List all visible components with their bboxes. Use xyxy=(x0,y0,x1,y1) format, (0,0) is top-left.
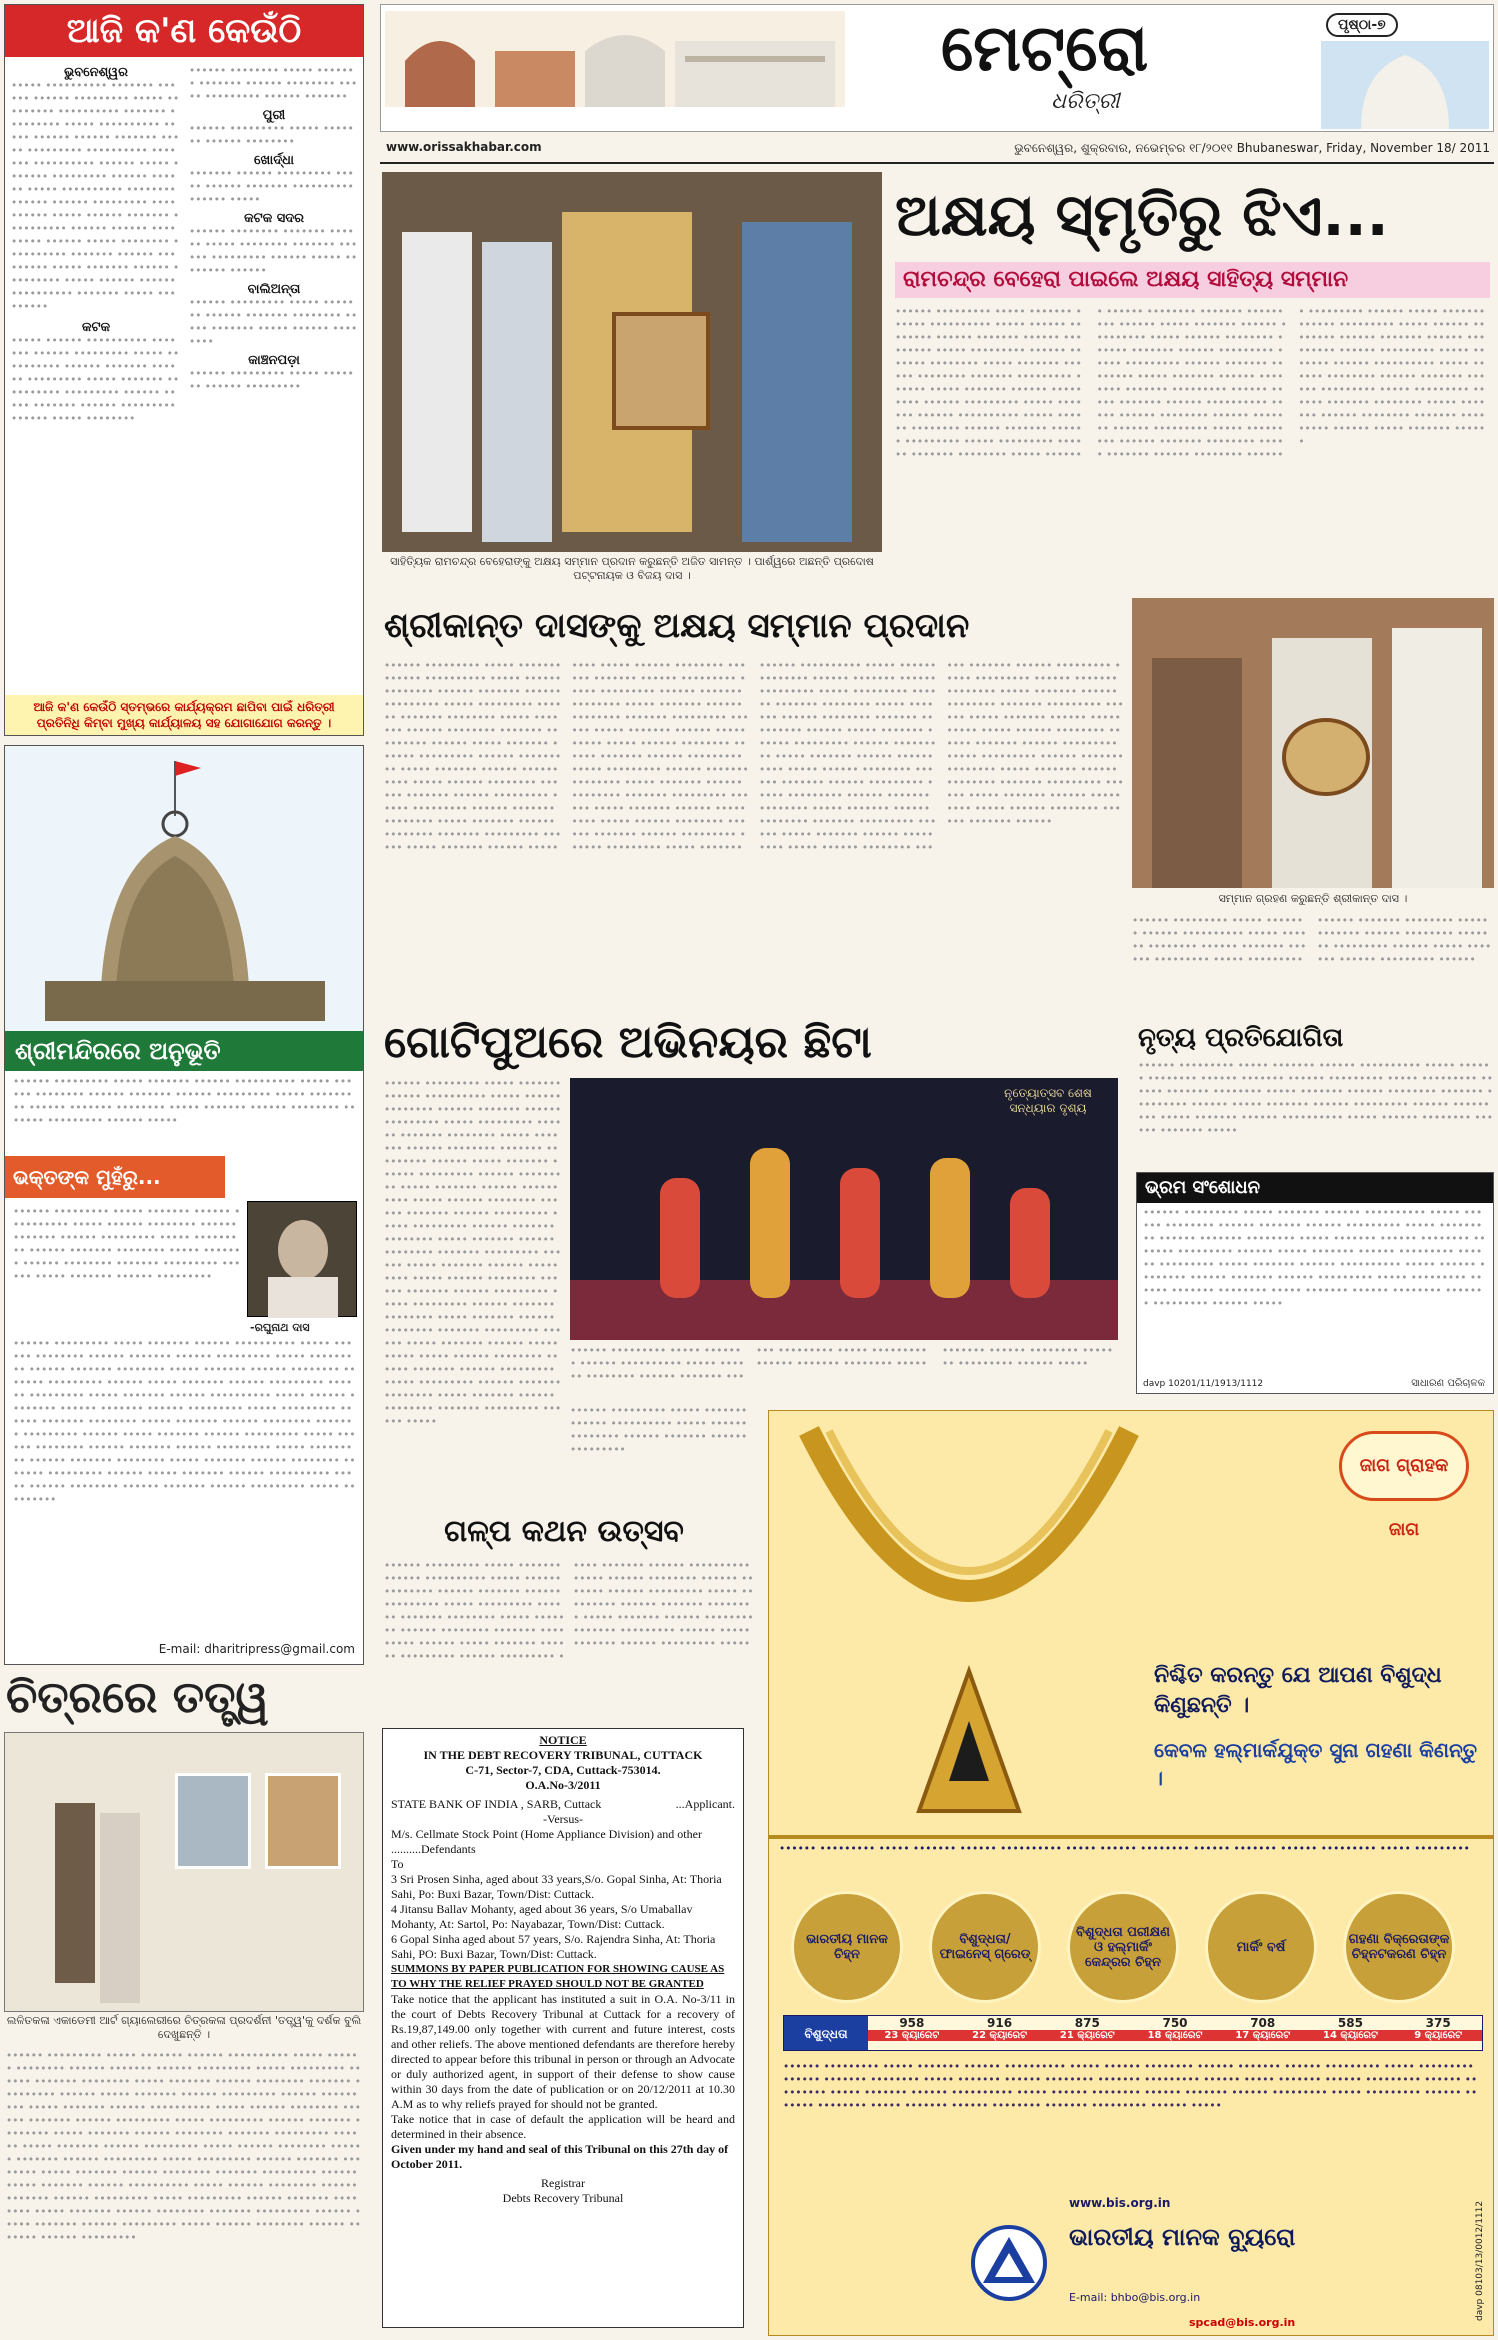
notice-case: O.A.No-3/2011 xyxy=(525,1778,601,1792)
carat-23: 23 କ୍ୟାରେଟ xyxy=(868,2030,956,2041)
rule xyxy=(380,162,1494,164)
legal-notice xyxy=(382,1728,744,2328)
purity-958: 958 xyxy=(899,2016,925,2030)
ad-line-1: ନିଶ୍ଚିତ କରନ୍ତୁ ଯେ ଆପଣ ବିଶୁଦ୍ଧ କିଣୁଛନ୍ତି । xyxy=(1154,1663,1442,1718)
notice-defendant-3: 3 Sri Prosen Sinha, aged about 33 years,S/o. Gopal Sinha, At: Thoria Sahi, Po: Buxi Bazar, Town/Dist: Cuttack. xyxy=(391,1872,722,1901)
masthead-title: ମେଟ୍ରୋ xyxy=(941,11,1149,86)
notice-defendant-6: 6 Gopal Sinha aged about 57 years, S/o. Rajendra Sinha, At: Thoria Sahi, PO: Buxi Bazar, Town/Dist: Cuttack. xyxy=(391,1932,716,1961)
page-number-badge: ପୃଷ୍ଠା-୭ xyxy=(1326,13,1398,37)
purity-875: 875 xyxy=(1074,2016,1100,2030)
calendar-title: ଆଜି କ'ଣ କେଉଁଠି xyxy=(5,5,363,57)
notice-applicant: STATE BANK OF INDIA , SARB, Cuttack xyxy=(391,1797,602,1811)
bhakta-banner: ଭକ୍ତଙ୍କ ମୁହଁରୁ... xyxy=(5,1156,225,1198)
hallmark-ad: ଜାଗ ଗ୍ରାହକ ଜାଗ ନିଶ୍ଚିତ କରନ୍ତୁ ଯେ ଆପଣ ବିଶୁଦ୍ଧ କିଣୁଛନ୍ତି । କେବଳ ହଲ୍‌ମାର୍କଯୁକ୍ତ ସୁନା ଗହଣା କିଣନ୍ତୁ । •••••• ••••••••• ••••• ••••••• •••••• •••••••••• ••••• •••••• •••••••• •••••• ••••••• •••••• ••••••••• ••••• ••••••••• ଭାରତୀୟ ମାନକ ଚିହ୍ନ ବିଶୁଦ୍ଧତା/ ଫାଇନେସ୍ ଗ୍ରେଡ୍ ବିଶୁଦ୍ଧତା ପରୀକ୍ଷଣ ଓ ହଲ୍‌ମାର୍କିଂ କେନ୍ଦ୍ରର ଚିହ୍ନ ମାର୍କିଂ ବର୍ଷ ଗହଣା ବିକ୍ରେତାଙ୍କ ଚିହ୍ନଟକରଣ ଚିହ୍ନ ବିଶୁଦ୍ଧତା 958 23 କ୍ୟାରେଟ 916 22 କ୍ୟାରେଟ 875 21 କ୍ୟାରେଟ 750 18 କ୍ୟାରେଟ 708 17 କ୍ୟାରେଟ 585 14 କ୍ୟାରେଟ 375 9 କ୍ୟାରେଟ •••••• ••••••••• ••••• ••••••• •••••• •••••••••• ••••• •••••• •••••••• •••••• ••••••• •••••• ••••••••• ••••• ••••••••• •••••• ••••••• •••••••• ••••• ••••••• •••••• •••••••• ••••••• ••••••••• •••••• ••••• ••••••• •••••• ••••••••• •••••• ••••••••• ••••• ••••••• •••••• •••••••••• ••••• •••••• •••••••• •••••• ••••••• •••••• ••••••••• ••••• ••••••••• •••••• ••••••• •••••••• ••••• ••••••• •••••• •••••••• ••••••• ••••••••• •••••• ••••• www.bis.org.in ଭାରତୀୟ ମାନକ ବ୍ୟୁରୋ E-mail: bhbo@bis.org.in spcad@bis.org.in davp 08103/13/0012/1112 xyxy=(768,1410,1494,2336)
hallmark-circle-purity: ବିଶୁଦ୍ଧତା/ ଫାଇନେସ୍ ଗ୍ରେଡ୍ xyxy=(929,1891,1041,2003)
bis-logo-icon xyxy=(969,2223,1049,2303)
story1-headline: ଅକ୍ଷୟ ସ୍ମୃତିରୁ ଝିଏ... xyxy=(895,181,1389,249)
bhrama-davp: davp 10201/11/1913/1112 xyxy=(1143,1379,1264,1389)
notice-address: C-71, Sector-7, CDA, Cuttack-753014. xyxy=(465,1763,661,1777)
masthead-subtitle: ଧରିତ୍ରୀ xyxy=(1051,89,1120,114)
bhrama-sign: ସାଧାରଣ ପରିଚାଳକ xyxy=(1411,1378,1485,1389)
carat-22: 22 କ୍ୟାରେଟ xyxy=(956,2030,1044,2041)
calendar-section-puri: ପୁରୀ xyxy=(262,108,286,123)
notice-title: NOTICE xyxy=(539,1733,587,1747)
ad-email[interactable]: E-mail: bhbo@bis.org.in xyxy=(1069,2291,1201,2304)
notice-summons: SUMMONS BY PAPER PUBLICATION FOR SHOWING CAUSE AS TO WHY THE RELIEF PRAYED SHOULD NOT BE GRANTED xyxy=(391,1963,725,1990)
calendar-text: ••••• •••••••••• ••••••• •••••• •••••• ••••••••• ••••• ••••••••• •••••••••• ••••••• ••••••••• ••••• •••••••••• ••••• •••••• •••••• ••••••• ••••• ••••••••• •••••••••• ••••••• •••••••••• •••••• ••••• ••••••• ••••••••• •••••• •••••• ••••• •••••••••• •••••••• •••••• •••••• ••••••••• •••••••••• ••••• •••••• ••••••• •••••••••• •••••• •••••• ••••••••• •••••• ••••• •••••••• •••••••••• ••••••• •••••• ••••••••• ••••• ••••••• •••••• ••••••••• ••••• •••••• •••••• •••••••••• ••••••• ••••• ••••••••• xyxy=(11,80,180,313)
masthead-temple-right xyxy=(1321,41,1489,129)
ad-website[interactable]: www.bis.org.in xyxy=(1069,2196,1171,2210)
chitra-photo xyxy=(4,1732,364,2012)
ad-spcad[interactable]: spcad@bis.org.in xyxy=(1189,2316,1296,2329)
notice-applicant-role: ...Applicant. xyxy=(675,1797,735,1811)
hallmark-circle-bis: ଭାରତୀୟ ମାନକ ଚିହ୍ନ xyxy=(791,1891,903,2003)
notice-registrar: Registrar xyxy=(541,2176,585,2190)
notice-court: IN THE DEBT RECOVERY TRIBUNAL, CUTTACK xyxy=(423,1748,703,1762)
jaga-grahak-badge: ଜାଗ ଗ୍ରାହକ ଜାଗ xyxy=(1339,1431,1469,1501)
notice-body-2: Take notice that in case of default the application will be heard and determined in their absence. xyxy=(391,2112,735,2141)
temple-banner: ଶ୍ରୀମନ୍ଦିରରେ ଅନୁଭୂତି xyxy=(5,1031,363,1071)
carat-9: 9 କ୍ୟାରେଟ xyxy=(1394,2030,1482,2041)
chitra-headline: ଚିତ୍ରରେ ତତ୍ତ୍ୱ xyxy=(6,1672,269,1723)
purity-label: ବିଶୁଦ୍ଧତା xyxy=(784,2016,868,2050)
galpa-headline: ଗଳ୍ପ କଥନ ଉତ୍ସବ xyxy=(444,1514,684,1549)
carat-18: 18 କ୍ୟାରେଟ xyxy=(1131,2030,1219,2041)
carat-21: 21 କ୍ୟାରେଟ xyxy=(1043,2030,1131,2041)
carat-14: 14 କ୍ୟାରେଟ xyxy=(1307,2030,1395,2041)
hallmark-circle-jeweller: ଗହଣା ବିକ୍ରେତାଙ୍କ ଚିହ୍ନଟକରଣ ଚିହ୍ନ xyxy=(1343,1891,1455,2003)
ad-davp: davp 08103/13/0012/1112 xyxy=(1475,2200,1485,2321)
masthead-website[interactable]: www.orissakhabar.com xyxy=(386,140,542,154)
purity-708: 708 xyxy=(1250,2016,1276,2030)
masthead xyxy=(380,4,1494,132)
calendar-section-bhubaneswar: ଭୁବନେଶ୍ୱର xyxy=(64,65,128,80)
nritya-headline: ନୃତ୍ୟ ପ୍ରତିଯୋଗିତା xyxy=(1138,1023,1344,1053)
gotipua-photo-label: ନୃତ୍ୟୋତ୍ସବ ଶେଷ ସନ୍ଧ୍ୟାର ଦୃଶ୍ୟ xyxy=(1004,1086,1092,1115)
notice-to: To xyxy=(391,1857,404,1871)
necklace-illustration xyxy=(789,1421,1149,1851)
bhrama-box: ଭ୍ରମ ସଂଶୋଧନ •••••• ••••••••• ••••• ••••••• •••••• •••••••••• ••••• •••••• •••••••• •••••• ••••••• •••••• ••••••••• ••••• ••••••••• •••••• ••••••• •••••••• ••••• ••••••• •••••• •••••••• ••••••• ••••••••• •••••• ••••• ••••••• •••••• ••••••••• •••••• ••••••••• ••••• ••••••• •••••• •••••••••• ••••• •••••• •••••••• •••••• ••••••• •••••• ••••••••• ••••• ••••••••• •••••• ••••••• •••••••• ••••• ••••••• •••••• •••••••• ••••••• ••••••••• •••••• ••••• davp 10201/11/1913/1112 ସାଧାରଣ ପରିଚାଳକ xyxy=(1136,1172,1494,1394)
notice-given: Given under my hand and seal of this Tribunal on this 27th day of October 2011. xyxy=(391,2142,729,2171)
story2-caption: ସମ୍ମାନ ଗ୍ରହଣ କରୁଛନ୍ତି ଶ୍ରୀକାନ୍ତ ଦାସ । xyxy=(1218,892,1408,905)
calendar-section-cuttack-sadar: କଟକ ସଦର xyxy=(243,211,305,226)
temple-box: ଶ୍ରୀମନ୍ଦିରରେ ଅନୁଭୂତି •••••• ••••••••• ••••• ••••••• •••••• •••••••••• ••••• •••••• •••••••• •••••• ••••••• •••••• ••••••••• ••••• ••••••••• •••••• ••••••• •••••••• ••••• ••••••• •••••• •••••••• ••••••• ••••••••• •••••• ••••• ଭକ୍ତଙ୍କ ମୁହଁରୁ... •••••• ••••••••• ••••• ••••••• •••••• •••••••••• ••••• •••••• •••••••• •••••• ••••••• •••••• ••••••••• ••••• ••••••••• •••••• ••••••• •••••••• ••••• ••••••• •••••• •••••••• ••••••• ••••••••• •••••• ••••• ••••••• •••••• ••••••••• -ରଘୁନାଥ ଦାସ •••••• ••••••••• ••••• ••••••• •••••• •••••••••• ••••• •••••• •••••••• •••••• ••••••• •••••• ••••••••• ••••• ••••••••• •••••• ••••••• •••••••• ••••• ••••••• •••••• •••••••• ••••••• ••••••••• •••••• ••••• ••••••• •••••• ••••••••• •••••• ••••••••• ••••• ••••••• •••••• •••••••••• ••••• •••••• •••••••• •••••• ••••••• •••••• ••••••••• ••••• ••••••••• •••••• ••••••• •••••••• ••••• ••••••• •••••• •••••••• ••••••• ••••••••• •••••• ••••• ••••••• •••••• ••••••••• ••••• •••••• •••••••• •••••• ••••••• •••••• ••••••••• ••••• ••••••••• •••••• ••••••• •••••••• ••••• ••••••• •••••• •••••••• ••••••• ••••••••• •••••• ••••• ••••••• •••••• •••••••••• ••••• •••••• •••••••• •••••• ••••••• •••••• ••••••••• ••••• ••••••••• E-mail: dharitripress@gmail.com xyxy=(4,745,364,1665)
calendar-box: ଆଜି କ'ଣ କେଉଁଠି ଭୁବନେଶ୍ୱର ••••• •••••••••• ••••••• •••••• •••••• ••••••••• ••••• ••••••••• •••••••••• ••••••• ••••••••• ••••• •••••••••• ••••• •••••• •••••• ••••••• ••••• ••••••••• •••••••••• ••••••• •••••••••• •••••• ••••• ••••••• ••••••••• •••••• •••••• ••••• •••••••••• •••••••• •••••• •••••• ••••••••• •••••••••• ••••• •••••• ••••••• •••••••••• •••••• •••••• ••••••••• •••••• ••••• •••••••• •••••••••• ••••••• •••••• ••••••••• ••••• ••••••• •••••• ••••••••• ••••• •••••• •••••• •••••••••• ••••••• ••••• ••••••••• କଟକ ••••• •••••• •••••••••• ••••••• •••••• ••••••••• ••••• •••••••••• •••••• ••••••• •••••• ••••••••• ••••• ••••••• •••••••••• ••••••••• •••••• ••••• ••••••• •••••• ••••••••• •••••• ••••• •••••••• •••••• •••••••• ••••• ••••••• ••••••• •••••• •••••••• ••••• ••••••••• •••••• ••••••• ପୁରୀ •••••• ••••••••• ••••• ••••••• •••••• •••••••• ଖୋର୍ଦ୍ଧା ••••••• •••••• ••••••••• ••••• •••••• ••••••• •••••••••• •••••• ••••• କଟକ ସଦର •••••• •••••••• ••••••• •••••• ••••• •••••••• ••••••• •••••• ••••••••• •••••• ••••• •••••••• •••••• ବାଲିଅନ୍ତା •••••• ••••••••• ••••• ••••••• •••••• ••••••• •••••••• ••••• ••••••• ••••• •••••• •••••••• କାଞ୍ଚନପଡ଼ା •••••• ••••••••• ••••• ••••••• •••••• ••••••••• ଆଜି କ'ଣ କେଉଁଠି ସ୍ତମ୍ଭରେ କାର୍ଯ୍ୟକ୍ରମ ଛାପିବା ପାଇଁ ଧରିତ୍ରୀ ପ୍ରତିନିଧି କିମ୍ବା ମୁଖ୍ୟ କାର୍ଯ୍ୟାଳୟ ସହ ଯୋଗାଯୋଗ କରନ୍ତୁ । xyxy=(4,4,364,736)
calendar-section-cuttack: କଟକ xyxy=(81,320,111,335)
purity-table xyxy=(783,2015,1483,2051)
story2-photo xyxy=(1132,598,1494,888)
gotipua-headline: ଗୋଟିପୁଅରେ ଅଭିନୟର ଛିଟା xyxy=(384,1017,872,1068)
calendar-section-balianta: ବାଲିଅନ୍ତା xyxy=(247,282,301,297)
calendar-section-kanchanpada: କାଞ୍ଚନପଡ଼ା xyxy=(248,353,300,368)
calendar-section-khordha: ଖୋର୍ଦ୍ଧା xyxy=(254,153,294,168)
bhrama-headline: ଭ୍ରମ ସଂଶୋଧନ xyxy=(1137,1173,1493,1203)
gotipua-photo xyxy=(570,1078,1118,1340)
masthead-date: ଭୁବନେଶ୍ୱର, ଶୁକ୍ରବାର, ନଭେମ୍ବର ୧୮/୨୦୧୧ Bhubaneswar, Friday, November 18/ 2011 xyxy=(1014,141,1490,155)
temple-author: -ରଘୁନାଥ ଦାସ xyxy=(250,1321,310,1334)
story1-photo xyxy=(382,172,882,552)
notice-defendants: M/s. Cellmate Stock Point (Home Appliance Division) and other ..........Defendants xyxy=(391,1827,702,1856)
ad-org: ଭାରତୀୟ ମାନକ ବ୍ୟୁରୋ xyxy=(1069,2223,1296,2251)
temple-email[interactable]: E-mail: dharitripress@gmail.com xyxy=(158,1642,355,1656)
temple-illustration xyxy=(5,746,363,1031)
ad-line-2: କେବଳ ହଲ୍‌ମାର୍କଯୁକ୍ତ ସୁନା ଗହଣା କିଣନ୍ତୁ । xyxy=(1154,1738,1478,1790)
purity-750: 750 xyxy=(1162,2016,1188,2030)
story2-headline: ଶ୍ରୀକାନ୍ତ ଦାସଙ୍କୁ ଅକ୍ଷୟ ସମ୍ମାନ ପ୍ରଦାନ xyxy=(384,606,970,646)
calendar-footer: ଆଜି କ'ଣ କେଉଁଠି ସ୍ତମ୍ଭରେ କାର୍ଯ୍ୟକ୍ରମ ଛାପିବା ପାଇଁ ଧରିତ୍ରୀ ପ୍ରତିନିଧି କିମ୍ବା ମୁଖ୍ୟ କାର୍ଯ୍ୟାଳୟ ସହ ଯୋଗାଯୋଗ କରନ୍ତୁ । xyxy=(5,695,363,735)
purity-585: 585 xyxy=(1337,2016,1363,2030)
story1-subhead: ରାମଚନ୍ଦ୍ର ବେହେରା ପାଇଲେ ଅକ୍ଷୟ ସାହିତ୍ୟ ସମ୍ମାନ xyxy=(895,262,1490,298)
purity-916: 916 xyxy=(987,2016,1013,2030)
hallmark-circle-centre: ବିଶୁଦ୍ଧତା ପରୀକ୍ଷଣ ଓ ହଲ୍‌ମାର୍କିଂ କେନ୍ଦ୍ରର ଚିହ୍ନ xyxy=(1067,1891,1179,2003)
notice-defendant-4: 4 Jitansu Ballav Mohanty, aged about 36 years, S/o Umaballav Mohanty, At: Sartol, Po: Nayabazar, Town/Dist: Cuttack. xyxy=(391,1902,693,1931)
masthead-buildings-left xyxy=(385,11,845,107)
notice-versus: -Versus- xyxy=(543,1812,583,1826)
portrait-photo xyxy=(247,1201,357,1317)
purity-375: 375 xyxy=(1425,2016,1451,2030)
notice-body: Take notice that the applicant has instituted a suit in O.A. No-3/11 in the court of Debts Recovery Tribunal at Cuttack for a recovery of Rs.19,87,149.00 only together with current and future interest, costs and other reliefs. The above mentioned defendants are therefore hereby directed to appear before this tribunal in person or through an Advocate or duly authorized agent, in support of their defense to show cause within 30 days from the date of publication or on 20/12/2011 at 10.30 A.M as to why reliefs prayed for should not be granted. xyxy=(391,1992,735,2111)
chitra-caption: ଲଳିତକଳା ଏକାଡେମୀ ଆର୍ଟ ଗ୍ୟାଲେରୀରେ ଚିତ୍ରକଳା ପ୍ରଦର୍ଶନୀ 'ତତ୍ତ୍ୱ'କୁ ଦର୍ଶକ ବୁଲି ଦେଖୁଛନ୍ତି । xyxy=(6,2014,362,2041)
notice-tribunal: Debts Recovery Tribunal xyxy=(502,2191,624,2205)
hallmark-circle-year: ମାର୍କିଂ ବର୍ଷ xyxy=(1205,1891,1317,2003)
carat-17: 17 କ୍ୟାରେଟ xyxy=(1219,2030,1307,2041)
story1-caption: ସାହିତ୍ୟିକ ରାମଚନ୍ଦ୍ର ବେହେରାଙ୍କୁ ଅକ୍ଷୟ ସମ୍ମାନ ପ୍ରଦାନ କରୁଛନ୍ତି ଅଜିତ ସାମନ୍ତ । ପାର୍ଶ୍ୱରେ ଅଛନ୍ତି ପ୍ରଦୋଷ ପଟ୍ଟନାୟକ ଓ ବିଜୟ ଦାସ । xyxy=(390,555,874,582)
